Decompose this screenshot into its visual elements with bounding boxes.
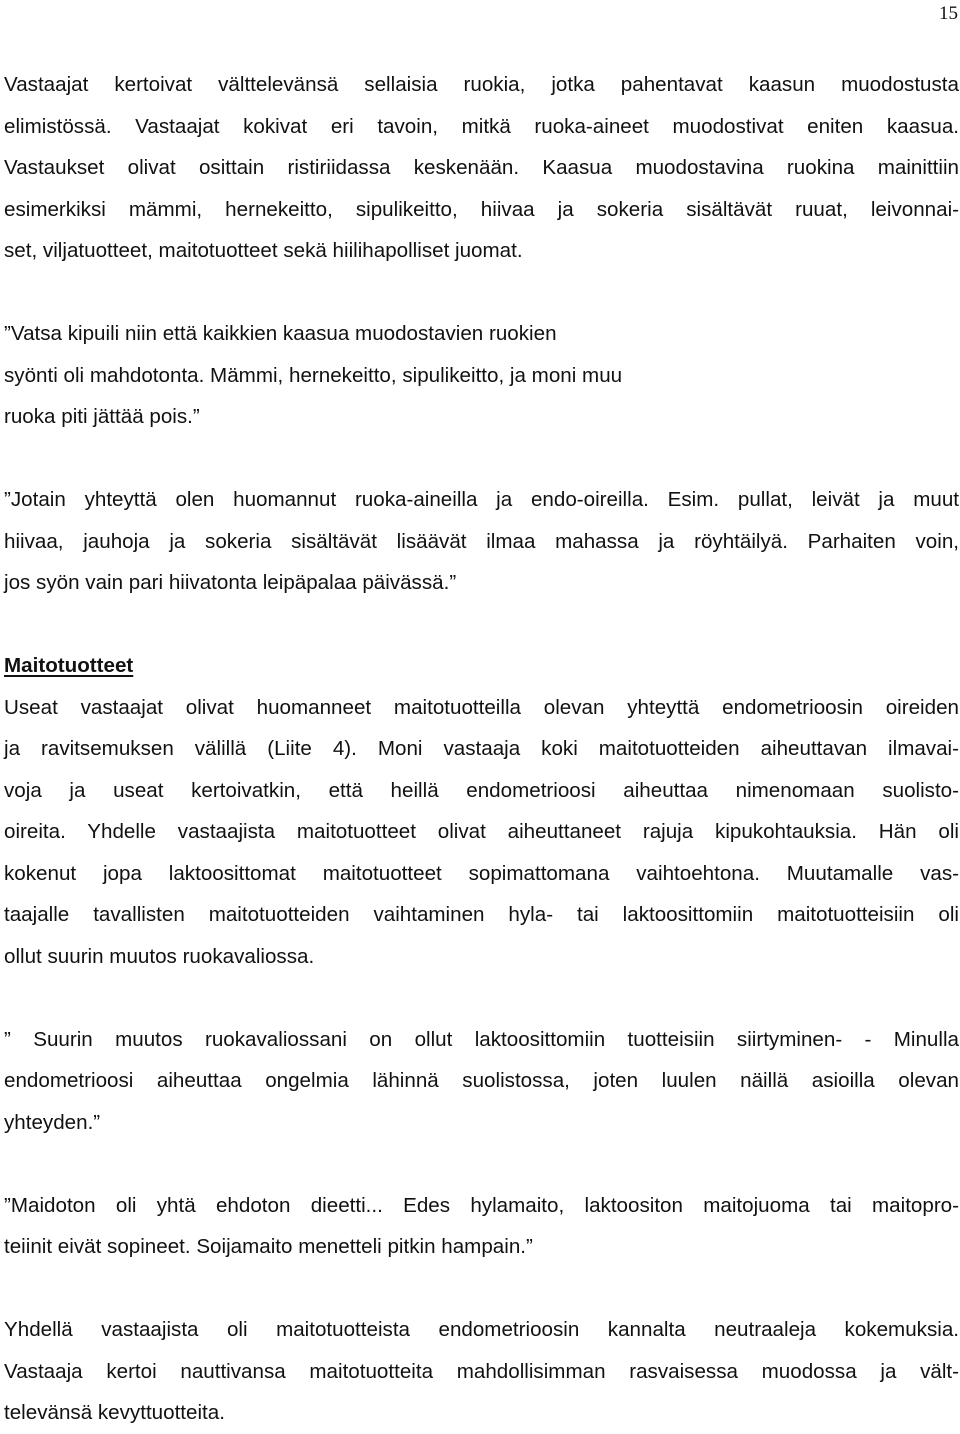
quote-line: syönti oli mahdotonta. Mämmi, hernekeitto, sipulikeitto, ja moni muu xyxy=(4,363,623,387)
document-body xyxy=(4,64,959,1434)
quote-line: yhteyden.” xyxy=(4,1110,101,1134)
quote-line: ” Suurin muutos ruokavaliossani on ollut laktoosittomiin tuotteisiin siirtyminen- - Minulla xyxy=(4,1027,959,1051)
text-line: oireita. Yhdelle vastaajista maitotuotteet olivat aiheuttaneet rajuja kipukohtauksia. Hän oli xyxy=(4,820,959,843)
paragraph-neutral-experience xyxy=(4,1309,959,1434)
text-line: kokenut jopa laktoosittomat maitotuotteet sopimattomana vaihtoehtona. Muutamalle vas- xyxy=(4,861,959,885)
quote-line: jos syön vain pari hiivatonta leipäpalaa päivässä.” xyxy=(4,571,457,594)
quote-line: endometrioosi aiheuttaa ongelmia lähinnä suolistossa, joten luulen näillä asioilla olevan xyxy=(4,1069,959,1092)
text-line: Vastaukset olivat osittain ristiriidassa keskenään. Kaasua muodostavina ruokina mainittiin xyxy=(4,156,959,179)
spacer xyxy=(4,977,959,1019)
quote-line: hiivaa, jauhoja ja sokeria sisältävät lisäävät ilmaa mahassa ja röyhtäilyä. Parhaiten voin, xyxy=(4,529,959,553)
spacer xyxy=(4,438,959,480)
spacer xyxy=(4,1268,959,1310)
text-line: taajalle tavallisten maitotuotteiden vaihtaminen hyla- tai laktoosittomiin maitotuotteisiin oli xyxy=(4,903,959,926)
spacer xyxy=(4,604,959,646)
text-line: esimerkiksi mämmi, hernekeitto, sipulikeitto, hiivaa ja sokeria sisältävät ruuat, leivonnai- xyxy=(4,197,959,221)
text-line: set, viljatuotteet, maitotuotteet sekä hiilihapolliset juomat. xyxy=(4,239,523,262)
spacer xyxy=(4,1143,959,1185)
text-line: televänsä kevyttuotteita. xyxy=(4,1401,225,1424)
section-dairy xyxy=(4,645,959,977)
text-line: Vastaajat kertoivat välttelevänsä sellaisia ruokia, jotka pahentavat kaasun muodostusta xyxy=(4,73,959,96)
quote-stomach-pain xyxy=(4,313,959,438)
quote-line: teiinit eivät sopineet. Soijamaito menetteli pitkin hampain.” xyxy=(4,1235,533,1258)
text-line: ja ravitsemuksen välillä (Liite 4). Moni vastaaja koki maitotuotteiden aiheuttavan ilmavai- xyxy=(4,737,959,760)
text-line: ollut suurin muutos ruokavaliossa. xyxy=(4,944,315,968)
page-number: 15 xyxy=(939,3,958,24)
spacer xyxy=(4,272,959,314)
quote-line: ruoka piti jättää pois.” xyxy=(4,405,200,428)
quote-line: ”Maidoton oli yhtä ehdoton dieetti... Edes hylamaito, laktoositon maitojuoma tai maitopro- xyxy=(4,1193,959,1217)
text-line: elimistössä. Vastaajat kokivat eri tavoin, mitkä ruoka-aineet muodostivat eniten kaasua. xyxy=(4,114,959,138)
quote-dairy-free xyxy=(4,1185,959,1268)
text-line: Vastaaja kertoi nauttivansa maitotuotteita mahdollisimman rasvaisessa muodossa ja vält- xyxy=(4,1359,959,1383)
quote-lactose-free xyxy=(4,1019,959,1144)
quote-line: ”Jotain yhteyttä olen huomannut ruoka-aineilla ja endo-oireilla. Esim. pullat, leivät ja muut xyxy=(4,488,959,511)
section-heading: Maitotuotteet xyxy=(4,654,134,677)
text-line: Yhdellä vastaajista oli maitotuotteista endometrioosin kannalta neutraaleja kokemuksia. xyxy=(4,1318,959,1341)
quote-line: ”Vatsa kipuili niin että kaikkien kaasua muodostavien ruokien xyxy=(4,322,557,345)
text-line: Useat vastaajat olivat huomanneet maitotuotteilla olevan yhteyttä endometrioosin oireiden xyxy=(4,695,959,719)
paragraph-food-gas xyxy=(4,64,959,272)
quote-endo-symptoms xyxy=(4,479,959,604)
text-line: voja ja useat kertoivatkin, että heillä endometrioosi aiheuttaa nimenomaan suolisto- xyxy=(4,778,959,802)
